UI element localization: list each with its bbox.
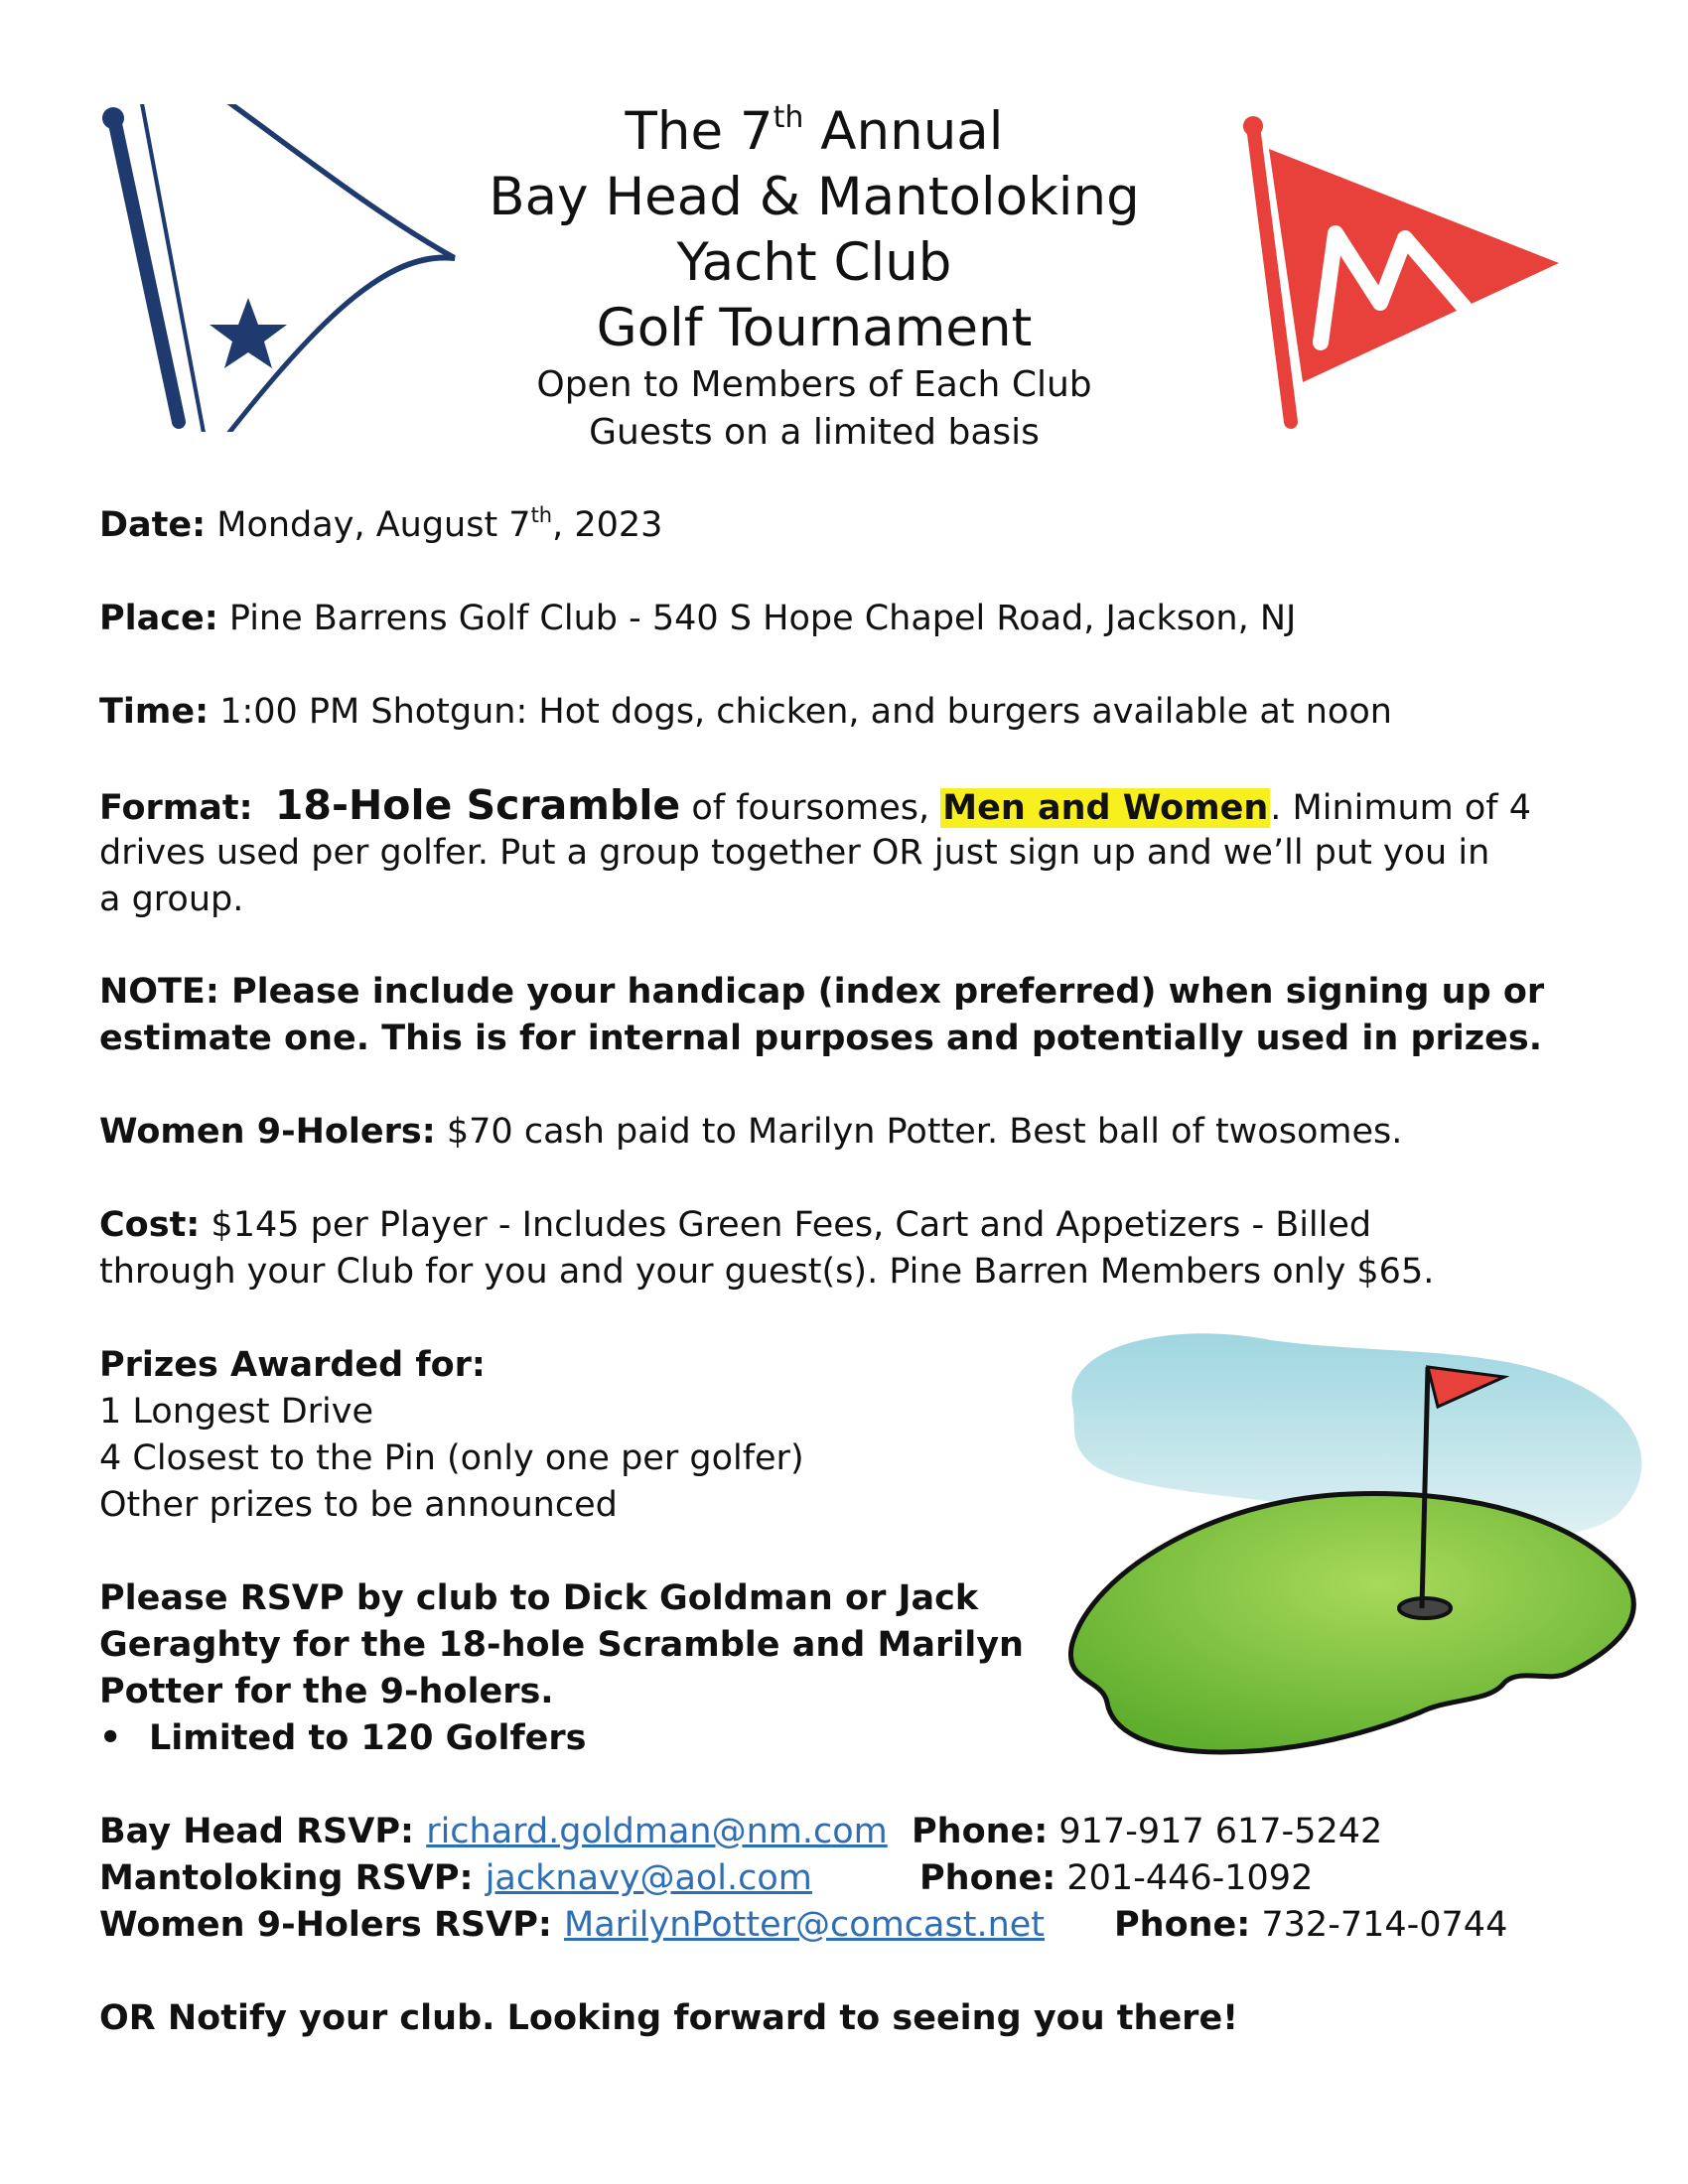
cost-line-2: through your Club for you and your guest(s). Pine Barren Members only $65. (99, 1252, 1435, 1292)
bullet-icon: • (99, 1718, 122, 1758)
women-9-holers-email-link[interactable]: MarilynPotter@comcast.net (564, 1905, 1046, 1945)
bay-head-burgee-flag (89, 104, 467, 432)
format-line-1: Format: 18-Hole Scramble of foursomes, Men and Women. Minimum of 4 (99, 781, 1531, 829)
header-line-annual: The 7th Annual (625, 100, 1004, 162)
prizes-heading: Prizes Awarded for: (99, 1345, 486, 1385)
prize-item: 1 Longest Drive (99, 1392, 374, 1432)
header-line-open-to: Open to Members of Each Club (536, 364, 1092, 405)
closing-line: OR Notify your club. Looking forward to seeing you there! (99, 1998, 1239, 2038)
contact-mantoloking: Mantoloking RSVP: jacknavy@aol.com (99, 1858, 812, 1898)
date-line: Date: Monday, August 7th, 2023 (99, 503, 663, 545)
limit-bullet: • Limited to 120 Golfers (99, 1715, 1609, 1762)
note-line-1: NOTE: Please include your handicap (index preferred) when signing up or (99, 972, 1545, 1012)
bay-head-email-link[interactable]: richard.goldman@nm.com (426, 1812, 888, 1851)
mantoloking-email-link[interactable]: jacknavy@aol.com (485, 1858, 812, 1898)
prize-item: Other prizes to be announced (99, 1485, 618, 1525)
format-line-2: drives used per golfer. Put a group together OR just sign up and we’ll put you in (99, 833, 1490, 873)
mantoloking-burgee-flag (1241, 114, 1569, 437)
time-line: Time: 1:00 PM Shotgun: Hot dogs, chicken, and burgers available at noon (99, 692, 1392, 732)
header-line-golf-tournament: Golf Tournament (596, 298, 1033, 358)
header-line-clubs: Bay Head & Mantoloking (489, 167, 1140, 227)
prize-item: 4 Closest to the Pin (only one per golfer) (99, 1438, 804, 1478)
header-line-yacht-club: Yacht Club (676, 232, 952, 293)
contact-bay-head-phone: Phone: 917-917 617-5242 (912, 1812, 1383, 1851)
rsvp-note-line-1: Please RSVP by club to Dick Goldman or Jack (99, 1578, 979, 1618)
place-line: Place: Pine Barrens Golf Club - 540 S Hope Chapel Road, Jackson, NJ (99, 599, 1297, 638)
star-icon (210, 298, 287, 368)
tournament-header (417, 99, 1211, 457)
contact-women-9-holers-phone: Phone: 732-714-0744 (1114, 1905, 1508, 1945)
scramble-label: 18-Hole Scramble (274, 781, 681, 829)
rsvp-note-line-3: Potter for the 9-holers. (99, 1672, 554, 1711)
rsvp-note-line-2: Geraghty for the 18-hole Scramble and Marilyn (99, 1625, 1024, 1665)
cost-line-1: Cost: $145 per Player - Includes Green Fees, Cart and Appetizers - Billed (99, 1205, 1372, 1245)
contact-mantoloking-phone: Phone: 201-446-1092 (919, 1858, 1314, 1898)
header-line-guests: Guests on a limited basis (589, 412, 1040, 453)
format-line-3: a group. (99, 880, 244, 919)
women-9-holers-line: Women 9-Holers: $70 cash paid to Marilyn Potter. Best ball of twosomes. (99, 1112, 1403, 1152)
contact-bay-head: Bay Head RSVP: richard.goldman@nm.com (99, 1812, 888, 1851)
contact-women-9-holers: Women 9-Holers RSVP: MarilynPotter@comcast.net (99, 1905, 1046, 1945)
men-and-women-highlight: Men and Women (942, 788, 1269, 828)
note-line-2: estimate one. This is for internal purposes and potentially used in prizes. (99, 1019, 1543, 1058)
